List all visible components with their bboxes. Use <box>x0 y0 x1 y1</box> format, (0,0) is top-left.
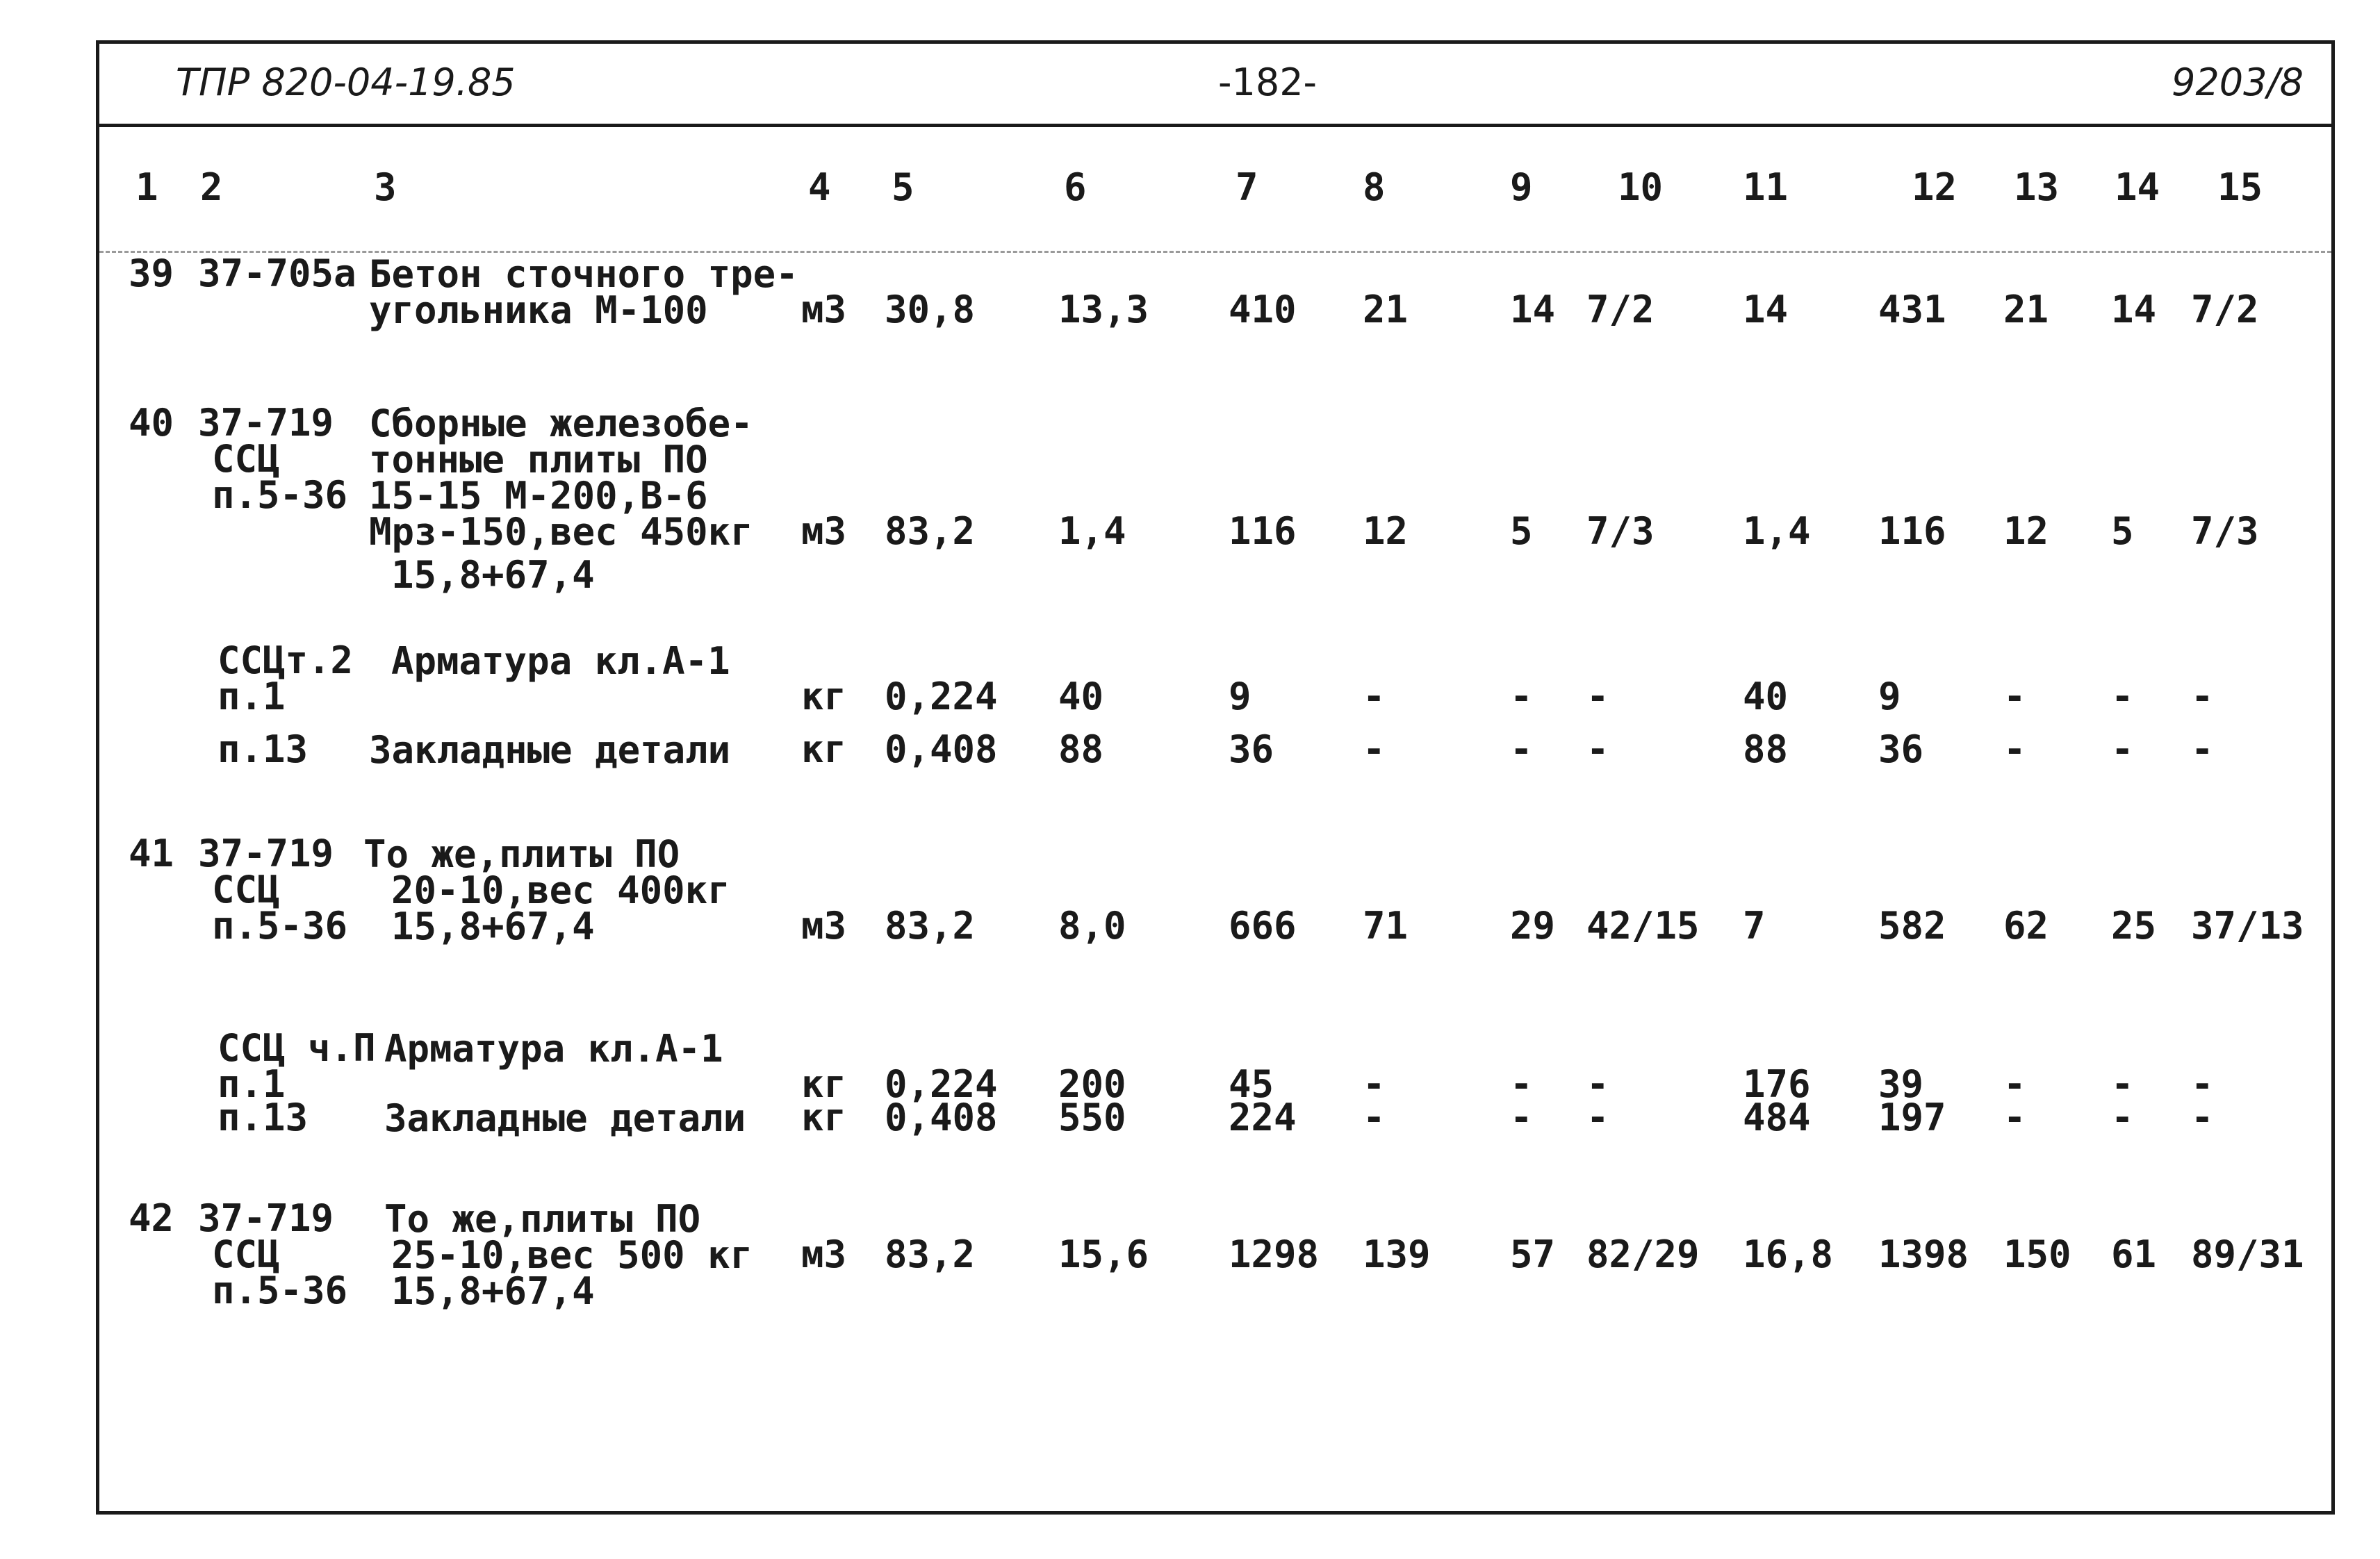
page-number: -182- <box>1218 60 1318 104</box>
row-value: 7/2 <box>1586 288 1655 331</box>
row-value: 40 <box>1743 675 1789 718</box>
row-value: 139 <box>1363 1232 1431 1276</box>
row-value: 14 <box>1510 288 1556 331</box>
row-value: - <box>2111 675 2134 718</box>
row-value: 9 <box>1878 675 1901 718</box>
row-value: м3 <box>801 1232 847 1276</box>
row-value: 25 <box>2111 904 2157 948</box>
row-value: м3 <box>801 904 847 948</box>
row-code: ССЦт.2 <box>218 638 354 682</box>
row-value: - <box>1510 1096 1533 1139</box>
row-value: - <box>2191 675 2214 718</box>
row-value: 40 <box>1058 675 1104 718</box>
row-value: - <box>2111 727 2134 771</box>
row-value: 666 <box>1229 904 1297 948</box>
row-value: 88 <box>1743 727 1789 771</box>
row-value: 42/15 <box>1586 904 1700 948</box>
row-value: - <box>1510 1062 1533 1106</box>
row-value: 7/3 <box>1586 509 1655 553</box>
row-description: 15,8+67,4 <box>391 1269 595 1313</box>
row-value: 1,4 <box>1743 509 1811 553</box>
column-number: 9 <box>1510 165 1533 209</box>
row-value: - <box>2191 1096 2214 1139</box>
row-value: 83,2 <box>885 904 976 948</box>
row-description: Сборные железобе- <box>369 402 753 445</box>
row-description: 20-10,вес 400кг <box>391 868 730 912</box>
row-value: 61 <box>2111 1232 2157 1276</box>
row-value: 116 <box>1229 509 1297 553</box>
column-number: 10 <box>1618 165 1664 209</box>
row-value: 37/13 <box>2191 904 2304 948</box>
row-value: 7/3 <box>2191 509 2259 553</box>
row-number: 39 <box>129 251 174 295</box>
document-sheet <box>96 40 2335 1515</box>
row-value: 30,8 <box>885 288 976 331</box>
row-description: Закладные детали <box>384 1096 746 1140</box>
row-value: - <box>1363 675 1386 718</box>
row-value: 5 <box>1510 509 1533 553</box>
row-value: 550 <box>1058 1096 1126 1139</box>
row-value: 431 <box>1878 288 1946 331</box>
row-value: 12 <box>1363 509 1409 553</box>
row-description: Закладные детали <box>369 728 731 772</box>
column-number: 4 <box>808 165 831 209</box>
row-value: 71 <box>1363 904 1409 948</box>
row-value: 21 <box>2003 288 2049 331</box>
row-value: - <box>1363 1096 1386 1139</box>
row-value: 57 <box>1510 1232 1556 1276</box>
column-number: 1 <box>136 165 158 209</box>
row-value: 0,408 <box>885 727 998 771</box>
row-value: 13,3 <box>1058 288 1149 331</box>
row-value: - <box>2003 675 2026 718</box>
row-code: ССЦ ч.П <box>218 1026 376 1070</box>
row-value: 176 <box>1743 1062 1811 1106</box>
row-value: 62 <box>2003 904 2049 948</box>
row-value: 150 <box>2003 1232 2071 1276</box>
row-value: - <box>2003 1096 2026 1139</box>
row-value: 7 <box>1743 904 1766 948</box>
column-number: 7 <box>1236 165 1258 209</box>
row-value: 16,8 <box>1743 1232 1834 1276</box>
row-value: 7/2 <box>2191 288 2259 331</box>
row-description: Арматура кл.А-1 <box>391 639 730 683</box>
row-value: 9 <box>1229 675 1251 718</box>
column-number: 5 <box>892 165 914 209</box>
row-number: 41 <box>129 832 174 875</box>
row-code: 37-705а <box>198 251 356 295</box>
row-value: - <box>1586 1062 1609 1106</box>
row-value: 29 <box>1510 904 1556 948</box>
row-value: - <box>2111 1062 2134 1106</box>
column-number: 11 <box>1743 165 1789 209</box>
row-value: 21 <box>1363 288 1409 331</box>
row-value: 15,6 <box>1058 1232 1149 1276</box>
row-value: 484 <box>1743 1096 1811 1139</box>
row-code: ССЦ <box>212 437 280 481</box>
row-description: 25-10,вес 500 кг <box>391 1233 753 1277</box>
row-code: 37-719 <box>198 832 334 875</box>
row-value: - <box>1586 675 1609 718</box>
row-value: - <box>2191 1062 2214 1106</box>
column-number: 8 <box>1363 165 1386 209</box>
row-value: кг <box>801 1062 847 1106</box>
row-code: п.1 <box>218 675 286 718</box>
row-description: Арматура кл.А-1 <box>384 1027 723 1071</box>
row-code: п.13 <box>218 727 309 771</box>
row-value: 0,224 <box>885 675 998 718</box>
row-code: п.13 <box>218 1096 309 1139</box>
row-description: То же,плиты ПО <box>363 832 680 876</box>
row-code: ССЦ <box>212 868 280 912</box>
row-value: - <box>2003 727 2026 771</box>
row-description: тонные плиты ПО <box>369 438 708 481</box>
row-value: 89/31 <box>2191 1232 2304 1276</box>
row-description: 15,8+67,4 <box>391 553 595 597</box>
row-value: 88 <box>1058 727 1104 771</box>
row-value: 36 <box>1229 727 1274 771</box>
row-value: 0,408 <box>885 1096 998 1139</box>
row-value: 224 <box>1229 1096 1297 1139</box>
row-value: 1298 <box>1229 1232 1320 1276</box>
row-value: 14 <box>1743 288 1789 331</box>
row-value: - <box>2111 1096 2134 1139</box>
row-value: м3 <box>801 288 847 331</box>
row-value: - <box>1586 1096 1609 1139</box>
row-code: 37-719 <box>198 401 334 445</box>
row-number: 40 <box>129 401 174 445</box>
row-description: 15-15 М-200,В-6 <box>369 474 708 518</box>
row-value: 83,2 <box>885 1232 976 1276</box>
row-code: 37-719 <box>198 1196 334 1240</box>
row-value: - <box>1363 1062 1386 1106</box>
row-value: кг <box>801 675 847 718</box>
row-description: Бетон сточного тре- <box>369 252 798 296</box>
column-number: 15 <box>2217 165 2263 209</box>
row-number: 42 <box>129 1196 174 1240</box>
row-value: 197 <box>1878 1096 1946 1139</box>
sheet-number: 9203/8 <box>2172 60 2304 104</box>
column-number: 12 <box>1912 165 1958 209</box>
column-number-row <box>99 165 2331 221</box>
row-value: 1398 <box>1878 1232 1969 1276</box>
row-value: 1,4 <box>1058 509 1126 553</box>
row-value: 45 <box>1229 1062 1274 1106</box>
row-value: 116 <box>1878 509 1946 553</box>
row-value: 83,2 <box>885 509 976 553</box>
row-code: п.1 <box>218 1062 286 1106</box>
row-value: кг <box>801 1096 847 1139</box>
row-description: Мрз-150,вес 450кг <box>369 510 753 554</box>
row-value: - <box>1363 727 1386 771</box>
row-code: ССЦ <box>212 1232 280 1276</box>
row-description: угольника М-100 <box>369 288 708 332</box>
header-divider <box>99 124 2331 127</box>
document-code: ТПР 820-04-19.85 <box>176 60 516 104</box>
row-value: 8,0 <box>1058 904 1126 948</box>
row-value: 5 <box>2111 509 2134 553</box>
row-value: - <box>1510 727 1533 771</box>
column-number: 14 <box>2115 165 2160 209</box>
row-code: п.5-36 <box>212 1269 348 1312</box>
row-value: 14 <box>2111 288 2157 331</box>
row-value: - <box>2003 1062 2026 1106</box>
column-number: 3 <box>374 165 397 209</box>
row-value: м3 <box>801 509 847 553</box>
row-value: кг <box>801 727 847 771</box>
row-description: То же,плиты ПО <box>384 1197 701 1241</box>
row-value: - <box>2191 727 2214 771</box>
row-description: 15,8+67,4 <box>391 905 595 948</box>
row-value: 0,224 <box>885 1062 998 1106</box>
column-number: 2 <box>200 165 223 209</box>
column-number: 13 <box>2014 165 2060 209</box>
row-value: - <box>1510 675 1533 718</box>
row-value: 410 <box>1229 288 1297 331</box>
row-value: 36 <box>1878 727 1924 771</box>
row-code: п.5-36 <box>212 473 348 517</box>
column-number: 6 <box>1064 165 1087 209</box>
row-value: 582 <box>1878 904 1946 948</box>
row-code: п.5-36 <box>212 904 348 948</box>
row-value: 200 <box>1058 1062 1126 1106</box>
row-value: - <box>1586 727 1609 771</box>
row-value: 12 <box>2003 509 2049 553</box>
row-value: 39 <box>1878 1062 1924 1106</box>
row-value: 82/29 <box>1586 1232 1700 1276</box>
